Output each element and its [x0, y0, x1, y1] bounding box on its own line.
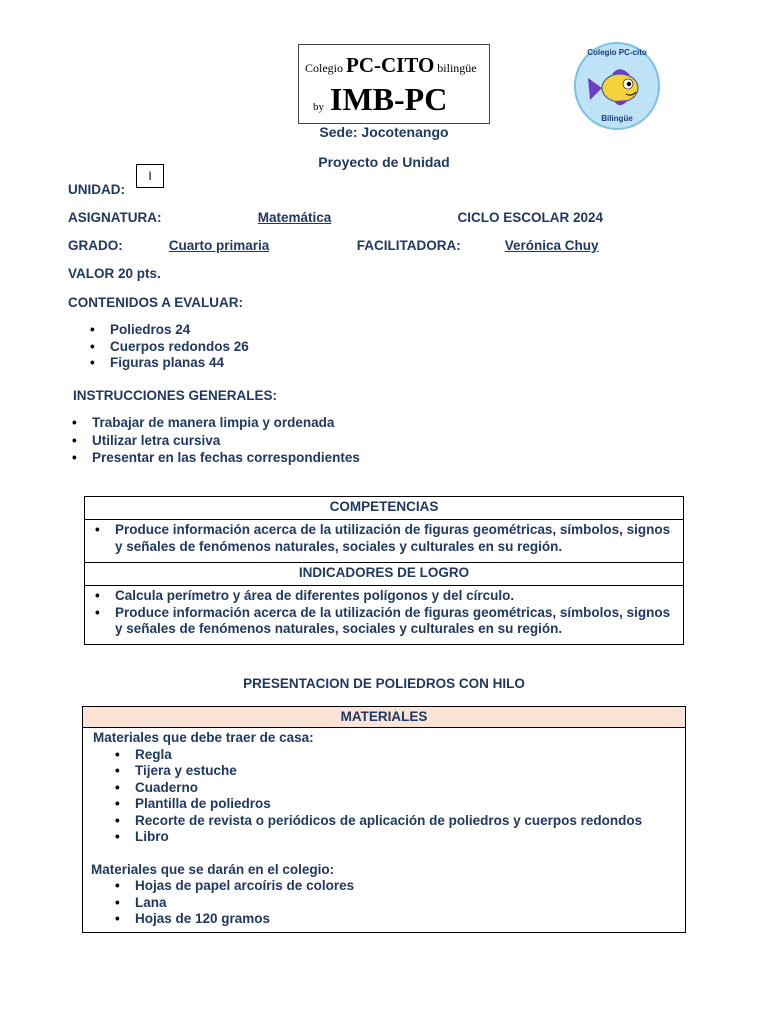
instrucciones-list: [68, 415, 360, 467]
list-item: • Cuerpos redondos 26: [86, 339, 249, 356]
logo-line-1: [305, 53, 477, 78]
unidad-label: UNIDAD:: [68, 182, 125, 197]
unidad-value-box: I: [136, 164, 164, 188]
school-logo: [298, 44, 490, 124]
materiales-header: MATERIALES: [83, 707, 686, 728]
logo-name-text: PC-CITO: [346, 53, 435, 77]
materiales-table: [82, 706, 686, 933]
casa-label: Materiales que debe traer de casa:: [93, 730, 314, 745]
list-item: • Libro: [111, 829, 677, 846]
facilitadora-value-text: Verónica Chuy: [504, 238, 599, 253]
competencias-cell: [85, 520, 684, 563]
facilitadora-label: FACILITADORA:: [356, 238, 461, 253]
school-seal: [574, 42, 660, 130]
list-item: • Hojas de papel arcoíris de colores: [111, 878, 677, 895]
colegio-list: [91, 878, 677, 928]
indicadores-list: [91, 588, 677, 638]
materiales-cell: [83, 728, 686, 933]
grado-value: [131, 238, 357, 253]
list-item: • Calcula perímetro y área de diferentes polígonos y del círculo.: [91, 588, 677, 605]
asignatura-value: [162, 210, 458, 225]
sede-heading: Sede: Jocotenango: [319, 124, 449, 140]
list-item: • Poliedros 24: [86, 322, 249, 339]
logo-by-text: by: [313, 101, 324, 113]
list-item: • Recorte de revista o periódicos de aplicación de poliedros y cuerpos redondos: [111, 813, 677, 830]
grado-label: GRADO:: [68, 238, 123, 253]
valor-text: VALOR 20 pts.: [68, 266, 161, 281]
contenidos-list: [86, 322, 249, 372]
competencias-list: [91, 522, 677, 555]
asignatura-label: ASIGNATURA:: [68, 210, 162, 225]
seal-bottom-text: Bilingüe: [601, 114, 633, 123]
instrucciones-title: INSTRUCCIONES GENERALES:: [73, 388, 278, 403]
asignatura-value-text: Matemática: [257, 210, 332, 225]
list-item: • Lana: [111, 895, 677, 912]
logo-line-2: [313, 81, 447, 118]
indicadores-header: INDICADORES DE LOGRO: [85, 563, 684, 586]
facilitadora-value: [483, 238, 629, 253]
list-item: • Cuaderno: [111, 780, 677, 797]
logo-bilingue-text: bilingüe: [437, 61, 477, 75]
grado-row: [68, 238, 629, 253]
indicadores-cell: [85, 586, 684, 645]
list-item: • Presentar en las fechas correspondientes: [68, 450, 360, 467]
seal-top-text: Colegio PC-cito: [587, 48, 647, 57]
logo-brand-text: IMB-PC: [330, 81, 448, 117]
list-item: • Trabajar de manera limpia y ordenada: [68, 415, 360, 433]
presentacion-title: PRESENTACION DE POLIEDROS CON HILO: [243, 676, 525, 691]
project-title: Proyecto de Unidad: [318, 154, 450, 170]
colegio-label: Materiales que se darán en el colegio:: [91, 861, 335, 877]
ciclo-escolar: CICLO ESCOLAR 2024: [457, 210, 604, 225]
grado-value-text: Cuarto primaria: [168, 238, 270, 253]
contenidos-title: CONTENIDOS A EVALUAR:: [68, 295, 243, 310]
list-item: • Hojas de 120 gramos: [111, 911, 677, 928]
asignatura-row: [68, 210, 603, 225]
list-item: • Produce información acerca de la utilización de figuras geométricas, símbolos, signos y señales de fenómenos naturales, sociales y culturales en su región.: [91, 522, 677, 555]
list-item: • Produce información acerca de la utilización de figuras geométricas, símbolos, signos y señales de fenómenos naturales, sociales y culturales en su región.: [91, 605, 677, 638]
list-item: • Regla: [111, 747, 677, 764]
casa-list: [91, 747, 677, 846]
list-item: • Utilizar letra cursiva: [68, 433, 360, 451]
list-item: • Tijera y estuche: [111, 763, 677, 780]
competencias-header: COMPETENCIAS: [85, 497, 684, 520]
list-item: • Plantilla de poliedros: [111, 796, 677, 813]
competencias-table: [84, 496, 684, 645]
logo-colegio-text: Colegio: [305, 61, 343, 75]
list-item: • Figuras planas 44: [86, 355, 249, 372]
